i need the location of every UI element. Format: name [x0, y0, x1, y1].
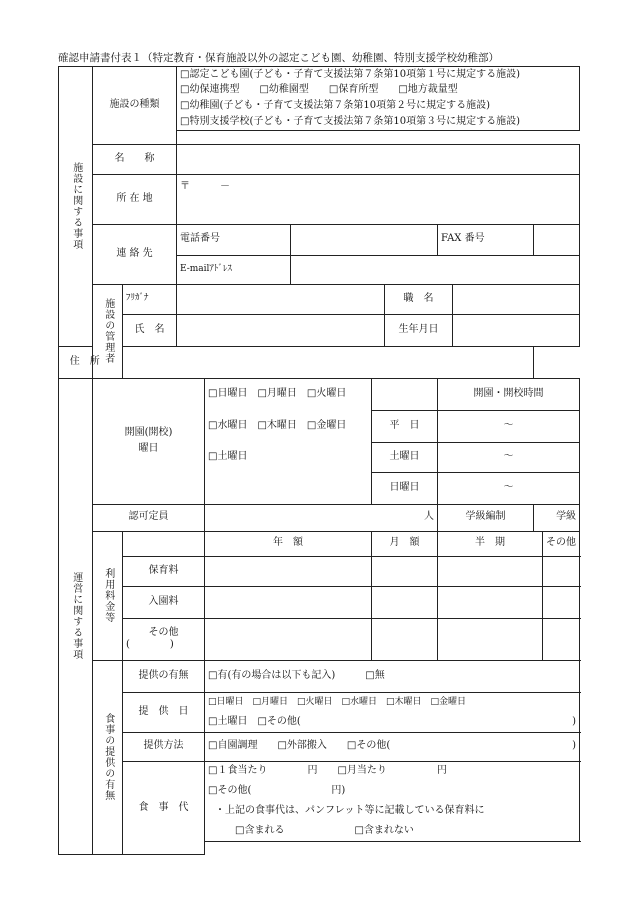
manager-address-field[interactable] [123, 346, 534, 378]
meal-label: 食事の提供の有無 [93, 660, 123, 855]
fee-admission-monthly[interactable] [372, 586, 438, 618]
fee-other-half[interactable] [438, 618, 543, 660]
fee-row-admission-label: 入園料 [123, 586, 205, 618]
fee-childcare-annual[interactable] [205, 556, 372, 586]
fee-admission-annual[interactable] [205, 586, 372, 618]
phone-field[interactable] [291, 224, 438, 255]
fee-row-other-label-line2: ( ) [126, 639, 174, 650]
fee-childcare-other[interactable] [543, 556, 580, 586]
hours-header-blank [372, 378, 438, 410]
operation-section-label: 運営に関する事項 [59, 378, 93, 855]
meal-provide-label: 提供の有無 [123, 660, 205, 692]
application-form-table [58, 66, 580, 855]
facility-type-label: 施設の種類 [93, 67, 177, 145]
meal-method-options[interactable] [205, 732, 580, 761]
fee-childcare-monthly[interactable] [372, 556, 438, 586]
manager-address-label: 住 所 [59, 346, 111, 378]
facility-address-field[interactable]: 〒 － [177, 174, 580, 224]
fee-other-annual[interactable] [205, 618, 372, 660]
fee-admission-half[interactable] [438, 586, 543, 618]
capacity-label: 認可定員 [93, 504, 205, 531]
fee-other-other[interactable] [543, 618, 580, 660]
capacity-field[interactable]: 人 [205, 504, 438, 531]
fee-row-other-label-line1: その他 [148, 626, 179, 638]
email-label: E-mailｱﾄﾞﾚｽ [177, 255, 291, 284]
class-field[interactable]: 学級 [534, 504, 580, 531]
saturday-label: 土曜日 [372, 442, 438, 472]
email-field[interactable] [291, 255, 580, 284]
manager-name-label: 氏 名 [123, 314, 177, 346]
furigana-field[interactable] [177, 284, 385, 314]
sunday-hours-field[interactable]: ～ [438, 472, 580, 504]
fax-field[interactable] [534, 224, 580, 255]
fee-row-childcare-label: 保育料 [123, 556, 205, 586]
opening-days-row1[interactable]: □日曜日 □月曜日 □火曜日 [205, 378, 372, 410]
meal-days-row2-close: ) [572, 715, 577, 727]
job-title-field[interactable] [453, 284, 580, 314]
meal-cost-row1[interactable]: □１食当たり 円 □月当たり 円 [205, 761, 580, 781]
form-title: 確認申請書付表１（特定教育・保育施設以外の認定こども園、幼稚園、特別支援学校幼稚部） [58, 52, 499, 64]
facility-name-field[interactable] [177, 144, 580, 174]
weekday-label: 平 日 [372, 410, 438, 442]
fee-label: 利用料金等 [93, 531, 123, 660]
sunday-label: 日曜日 [372, 472, 438, 504]
opening-days-blank [205, 472, 372, 504]
opening-days-label-line2: 曜日 [138, 443, 159, 454]
manager-label: 施設の管理者 [93, 284, 123, 378]
job-title-label: 職 名 [385, 284, 453, 314]
fee-header-blank [123, 531, 205, 556]
saturday-hours-field[interactable]: ～ [438, 442, 580, 472]
hours-header: 開園・開校時間 [438, 378, 580, 410]
furigana-label: ﾌﾘｶﾞﾅ [123, 284, 177, 314]
meal-method-text: □自園調理 □外部搬入 □その他( [208, 740, 391, 752]
meal-cost-row3: ・上記の食事代は、パンフレット等に記載している保育料に [205, 801, 580, 821]
contact-label: 連 絡 先 [93, 224, 177, 284]
meal-cost-row4[interactable]: □含まれる □含まれない [205, 821, 580, 841]
birthdate-field[interactable] [453, 314, 580, 346]
meal-cost-row2[interactable]: □その他( 円) [205, 781, 580, 801]
meal-method-close: ) [572, 740, 577, 752]
opening-days-label [93, 378, 205, 504]
fee-header-annual: 年 額 [205, 531, 372, 556]
weekday-hours-field[interactable]: ～ [438, 410, 580, 442]
fee-admission-other[interactable] [543, 586, 580, 618]
fee-header-monthly: 月 額 [372, 531, 438, 556]
facility-address-label: 所 在 地 [93, 174, 177, 224]
facility-type-kodomoen-subtypes[interactable]: □幼保連携型 □幼稚園型 □保育所型 □地方裁量型 [177, 83, 580, 99]
opening-days-label-line1: 開園(開校) [124, 426, 173, 438]
class-label: 学級編制 [438, 504, 534, 531]
meal-days-label: 提 供 日 [123, 692, 205, 732]
fee-other-monthly[interactable] [372, 618, 438, 660]
facility-type-option-kodomoen[interactable]: □認定こども園(子ども・子育て支援法第７条第10項第１号に規定する施設) [177, 67, 580, 83]
facility-name-label: 名 称 [93, 144, 177, 174]
meal-days-row1[interactable]: □日曜日 □月曜日 □火曜日 □水曜日 □木曜日 □金曜日 [205, 692, 580, 712]
meal-cost-label: 食 事 代 [123, 761, 205, 855]
meal-days-row2-text: □土曜日 □その他( [208, 715, 301, 727]
birthdate-label: 生年月日 [385, 314, 453, 346]
facility-type-option-kindergarten[interactable]: □幼稚園(子ども・子育て支援法第７条第10項第２号に規定する施設) [177, 99, 580, 115]
fee-row-other-label [123, 618, 205, 660]
phone-label: 電話番号 [177, 224, 291, 255]
fax-label: FAX 番号 [438, 224, 534, 255]
meal-days-row2[interactable] [205, 712, 580, 732]
facility-type-option-special-school[interactable]: □特別支援学校(子ども・子育て支援法第７条第10項第３号に規定する施設) [177, 115, 580, 131]
fee-childcare-half[interactable] [438, 556, 543, 586]
opening-days-row2[interactable]: □水曜日 □木曜日 □金曜日 [205, 410, 372, 442]
fee-header-other: その他 [543, 531, 580, 556]
meal-method-label: 提供方法 [123, 732, 205, 761]
manager-name-field[interactable] [177, 314, 385, 346]
opening-days-row3[interactable]: □土曜日 [205, 442, 372, 472]
fee-header-half: 半 期 [438, 531, 543, 556]
facility-section-label: 施設に関する事項 [59, 67, 93, 347]
meal-provide-options[interactable]: □有(有の場合は以下も記入) □無 [205, 660, 580, 692]
